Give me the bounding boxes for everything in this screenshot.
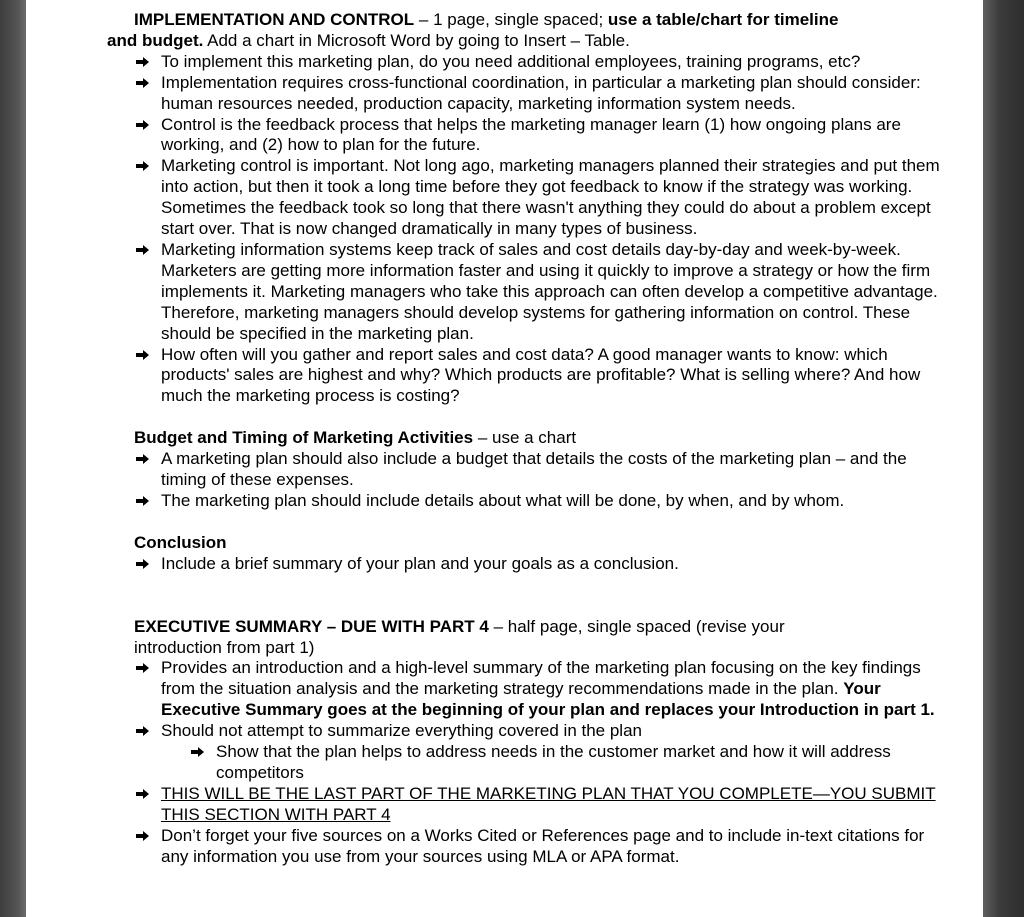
list-item-text: Marketing control is important. Not long ago, marketing managers planned their strategies and put them into action, but then it took a long time before they got feedback to know if the strategy was working. Sometimes the feedback took so long that there wasn't anything they could do about a problem except start over. That is now changed dramatically in many types of business. (161, 156, 940, 239)
arrow-right-bullet-icon (135, 721, 151, 741)
list-item-text: How often will you gather and report sales and cost data? A good manager wants to know: which products' sales are highest and why? Which products are profitable? What is selling where? And how much the marketing process is costing? (161, 344, 921, 406)
list-item-text: Don’t forget your five sources on a Works Cited or References page and to include in-text citations for any information you use from your sources using MLA or APA format. (161, 825, 925, 866)
list-item (26, 721, 983, 742)
arrow-right-bullet-icon (135, 156, 151, 176)
list-item (26, 491, 983, 512)
budget-bullet-list (26, 449, 983, 512)
implementation-heading (26, 10, 983, 31)
list-item (26, 449, 983, 491)
list-item (26, 658, 983, 721)
list-item (26, 345, 983, 408)
list-item-text: Should not attempt to summarize everything covered in the plan (161, 721, 642, 741)
arrow-right-bullet-icon (135, 784, 151, 804)
list-item (26, 784, 983, 826)
sub-list-item (26, 742, 983, 784)
arrow-right-bullet-icon (135, 115, 151, 135)
implementation-heading-tail: Add a chart in Microsoft Word by going to Insert – Table. (203, 30, 630, 50)
viewer-frame-right (983, 0, 1024, 917)
budget-heading-rest: – use a chart (473, 428, 577, 448)
arrow-right-bullet-icon (135, 449, 151, 469)
arrow-right-bullet-icon (190, 742, 206, 762)
budget-heading-title: Budget and Timing of Marketing Activities (134, 428, 474, 448)
budget-heading (26, 428, 983, 449)
list-item-text: A marketing plan should also include a budget that details the costs of the marketing plan – and the timing of these expenses. (161, 449, 907, 490)
implementation-heading-emphasis-a: use a table/chart for timeline (607, 10, 839, 29)
arrow-right-bullet-icon (135, 52, 151, 72)
list-item-text: Include a brief summary of your plan and your goals as a conclusion. (161, 553, 679, 573)
document-content (26, 10, 983, 868)
arrow-right-bullet-icon (135, 554, 151, 574)
conclusion-heading (26, 533, 983, 554)
arrow-right-bullet-icon (135, 240, 151, 260)
conclusion-bullet-list (26, 554, 983, 575)
list-item (26, 156, 983, 240)
list-item-text: To implement this marketing plan, do you need additional employees, training programs, etc? (161, 51, 861, 71)
viewer-frame-left (0, 0, 26, 917)
list-item (26, 73, 983, 115)
document-page (26, 0, 983, 917)
spacer (26, 575, 983, 617)
implementation-heading-title: IMPLEMENTATION AND CONTROL (134, 10, 415, 29)
list-item-text: Marketing information systems keep track of sales and cost details day-by-day and week-by-week. Marketers are getting more information faster and using it quickly to improve a strategy or how the firm implements it. Marketing managers who take this approach can often develop a competitive advantage. Therefore, marketing managers should develop systems for gathering information on control. These should be specified in the marketing plan. (161, 239, 938, 343)
conclusion-heading-title: Conclusion (134, 532, 227, 552)
executive-heading-line2-text: introduction from part 1) (134, 637, 315, 657)
list-item (26, 115, 983, 157)
arrow-right-bullet-icon (135, 345, 151, 365)
list-item (26, 826, 983, 868)
arrow-right-bullet-icon (135, 491, 151, 511)
executive-heading (26, 617, 983, 638)
list-item (26, 52, 983, 73)
list-item-text: Control is the feedback process that helps the marketing manager learn (1) how ongoing plans are working, and (2) how to plan for the future. (161, 114, 901, 155)
implementation-heading-emphasis-b: and budget. (107, 30, 204, 50)
implementation-heading-line2 (26, 31, 983, 52)
executive-heading-title: EXECUTIVE SUMMARY – DUE WITH PART 4 (134, 616, 489, 636)
executive-heading-line2 (26, 638, 983, 659)
list-item-text: The marketing plan should include details about what will be done, by when, and by whom. (161, 490, 845, 510)
implementation-heading-rest: – 1 page, single spaced; (414, 10, 608, 29)
sub-list-item-text: Show that the plan helps to address needs in the customer market and how it will address competitors (216, 742, 891, 782)
executive-heading-rest: – half page, single spaced (revise your (488, 616, 785, 636)
list-item (26, 240, 983, 345)
arrow-right-bullet-icon (135, 826, 151, 846)
list-item (26, 554, 983, 575)
list-item-emphasis: Your Executive Summary goes at the beginning of your plan and replaces your Introduction in part 1. (161, 679, 935, 720)
implementation-bullet-list (26, 52, 983, 407)
spacer (26, 512, 983, 533)
list-item-underlined-text: THIS WILL BE THE LAST PART OF THE MARKETING PLAN THAT YOU COMPLETE—YOU SUBMIT THIS SECTION WITH PART 4 (161, 783, 936, 824)
spacer (26, 407, 983, 428)
arrow-right-bullet-icon (135, 658, 151, 678)
list-item-text: Provides an introduction and a high-level summary of the marketing plan focusing on the key findings from the situation analysis and the marketing strategy recommendations made in the plan. (161, 658, 921, 699)
arrow-right-bullet-icon (135, 73, 151, 93)
list-item-text: Implementation requires cross-functional coordination, in particular a marketing plan should consider: human resources needed, production capacity, marketing information system needs. (161, 72, 921, 113)
executive-bullet-list (26, 658, 983, 867)
